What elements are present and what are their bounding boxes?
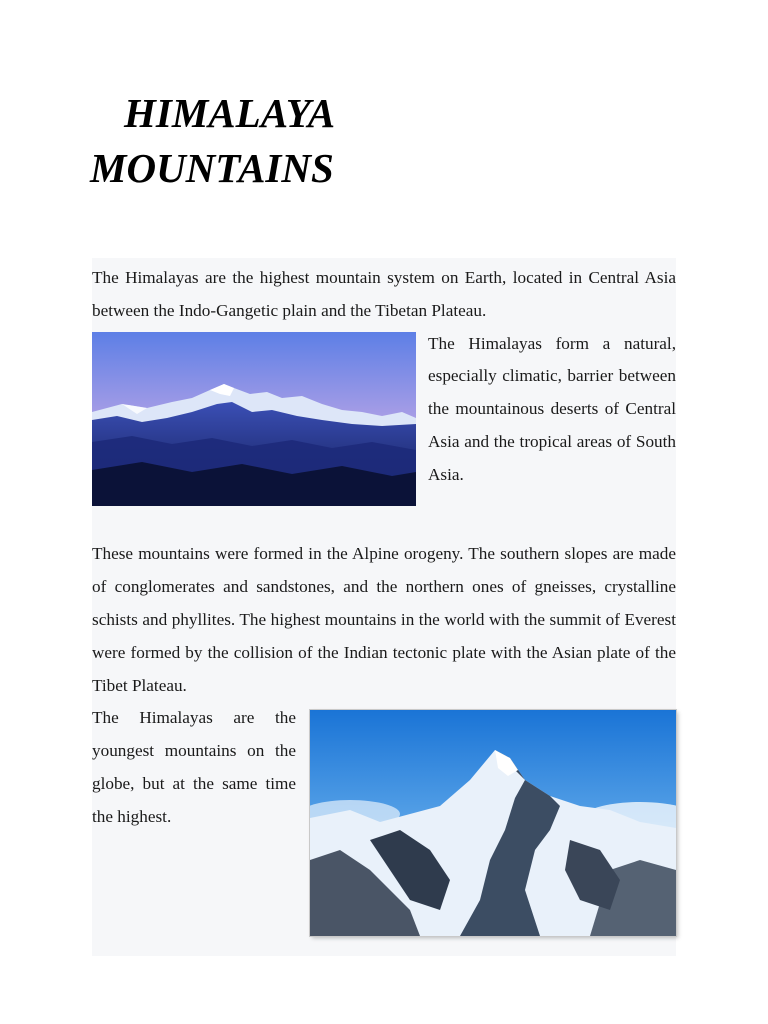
paragraph-formation: These mountains were formed in the Alpine orogeny. The southern slopes are made of conglomerates and sandstones, and the northern ones of gneisses, crystalline schists and phyllites. The highest mountains in the world with the summit of Everest were formed by the collision of the Indian tectonic plate with the Asian plate of the Tibet Plateau. <box>92 544 676 695</box>
mountain-range-image <box>92 332 416 506</box>
title-line-1: HIMALAYA <box>124 90 336 136</box>
article-body <box>92 258 676 956</box>
paragraph-intro: The Himalayas are the highest mountain system on Earth, located in Central Asia between the Indo-Gangetic plain and the Tibetan Plateau. <box>92 268 676 320</box>
snowy-peak-illustration <box>310 710 676 936</box>
title-line-2: MOUNTAINS <box>90 145 334 191</box>
paragraph-youngest: The Himalayas are the youngest mountains on the globe, but at the same time the highest. <box>92 708 296 826</box>
mountain-range-illustration <box>92 332 416 506</box>
document-title <box>90 86 335 196</box>
snowy-peak-image <box>310 710 676 936</box>
paragraph-barrier: The Himalayas form a natural, especially climatic, barrier between the mountainous deserts of Central Asia and the tropical areas of South Asia. <box>428 333 676 484</box>
